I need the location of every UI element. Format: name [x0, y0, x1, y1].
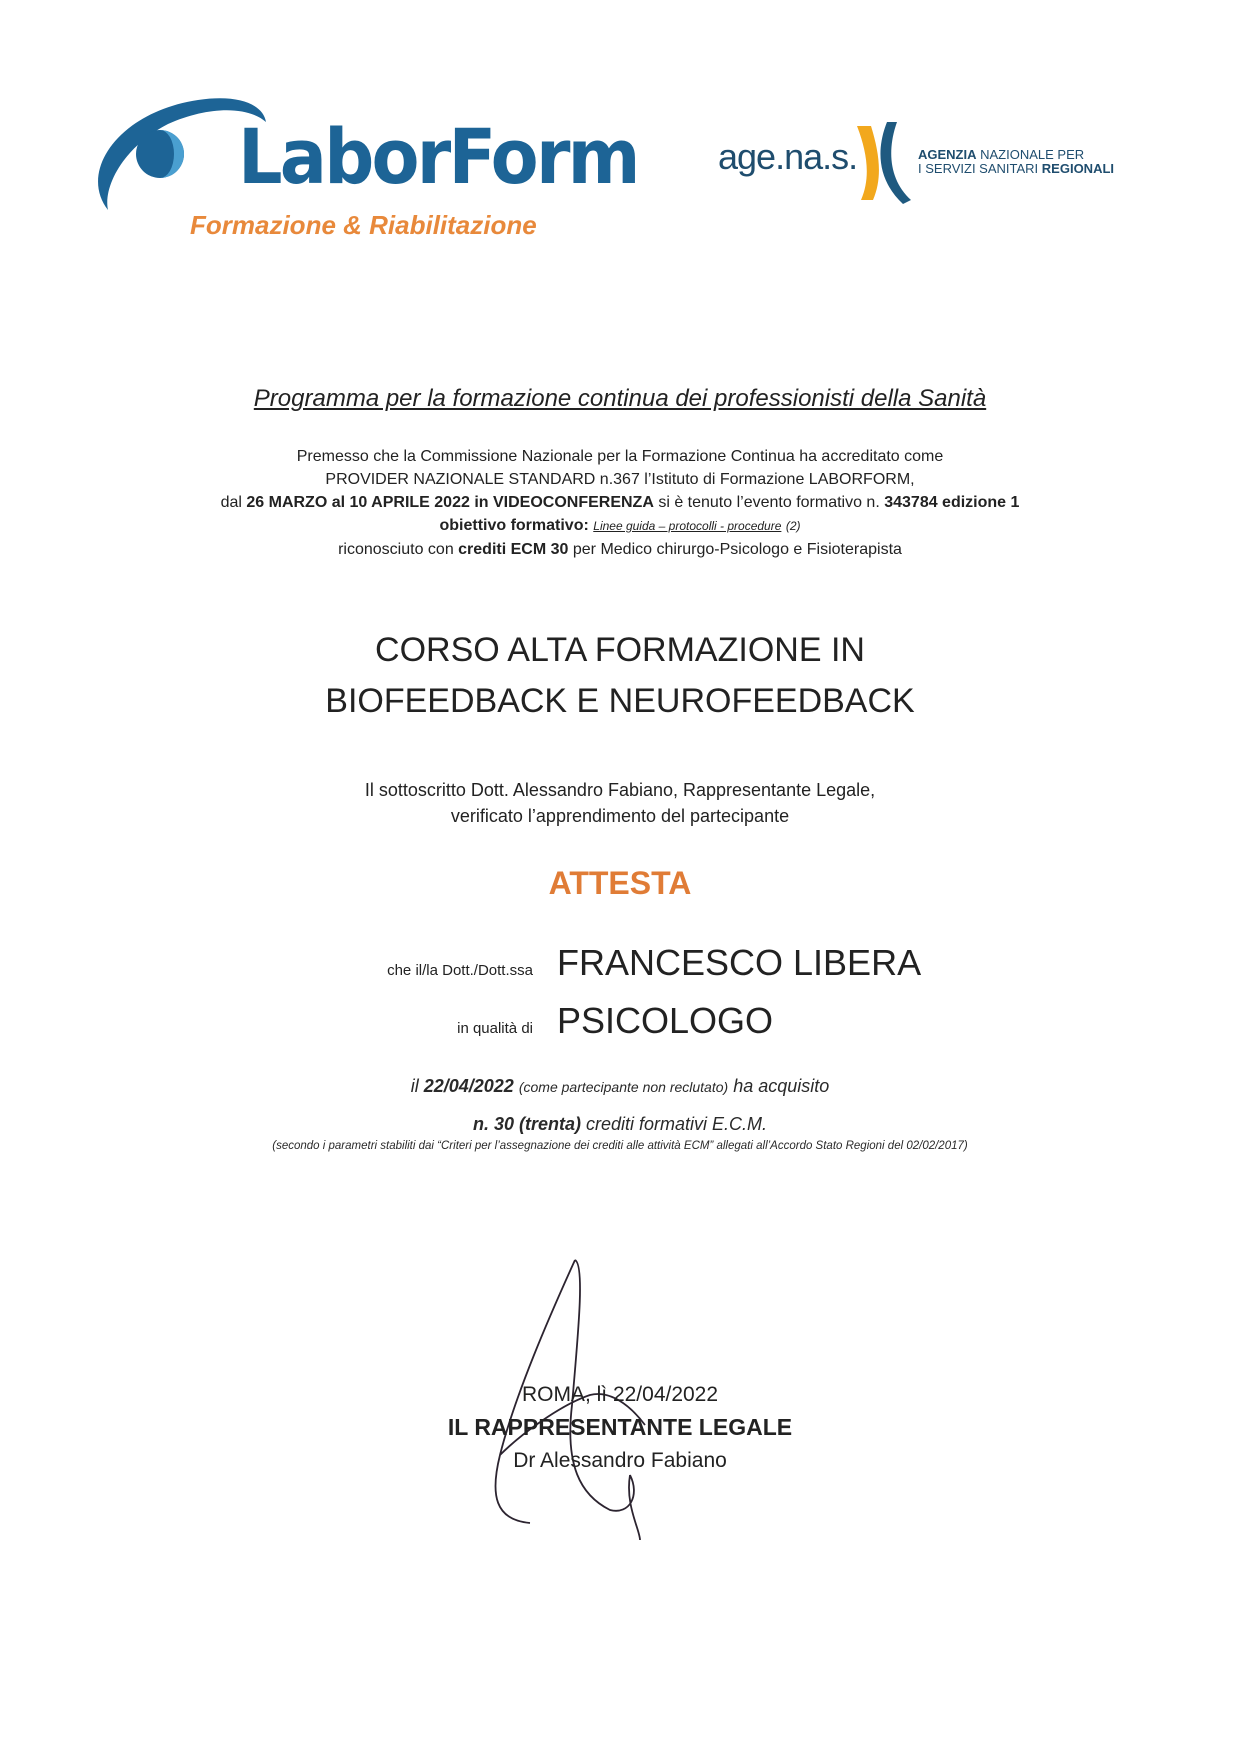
intro-line-1: Premesso che la Commissione Nazionale per la Formazione Continua ha accreditato come: [296, 448, 944, 465]
declaration: [0, 777, 1240, 829]
acquisition-text: ha acquisito: [728, 1076, 830, 1096]
intro-text: riconosciuto con: [338, 541, 459, 558]
agenas-subtitle: [918, 148, 1114, 176]
acquisition-line: [0, 1076, 1240, 1097]
event-number: 343784 edizione 1: [884, 494, 1020, 511]
event-dates: 26 MARZO al 10 APRILE 2022 in VIDEOCONFERENZA: [246, 494, 654, 511]
criteria-note: (secondo i parametri stabiliti dai “Criteri per l’assegnazione dei crediti alle attività ECM” allegati all’Accordo Stato Regioni del 02/02/2017): [272, 1140, 968, 1152]
credits-line: [0, 1114, 1240, 1135]
ecm-credits: crediti ECM 30: [458, 541, 569, 558]
intro-text: dal: [220, 494, 247, 511]
agenas-logo: [718, 118, 1138, 208]
intro-line-4: [0, 514, 1240, 538]
agenas-line1-bold: AGENZIA: [918, 147, 977, 162]
declaration-line-1: Il sottoscritto Dott. Alessandro Fabiano, Rappresentante Legale,: [364, 780, 876, 800]
agenas-line1-rest: NAZIONALE PER: [980, 147, 1085, 162]
agenas-line2-rest: I SERVIZI SANITARI: [918, 161, 1039, 176]
declaration-line-2: verificato l’apprendimento del partecipante: [450, 806, 790, 826]
intro-text: si è tenuto l’evento formativo n.: [653, 494, 885, 511]
participant-name: FRANCESCO LIBERA: [557, 942, 922, 983]
name-label: che il/la Dott./Dott.ssa: [387, 962, 533, 979]
intro-text: per Medico chirurgo-Psicologo e Fisioterapista: [568, 541, 902, 558]
acquisition-note: (come partecipante non reclutato): [518, 1079, 729, 1095]
acquisition-date: 22/04/2022: [423, 1076, 514, 1096]
course-title-line-2: BIOFEEDBACK E NEUROFEEDBACK: [325, 682, 915, 720]
laborform-logo: [88, 92, 638, 252]
intro-paragraph: [0, 445, 1240, 561]
objective-code: (2): [785, 519, 801, 533]
intro-line-3: [0, 491, 1240, 514]
participant-role: PSICOLOGO: [557, 1000, 774, 1041]
agenas-x-icon: [853, 122, 923, 204]
intro-line-5: [0, 538, 1240, 561]
course-title-line-1: CORSO ALTA FORMAZIONE IN: [375, 631, 865, 669]
objective-label: obiettivo formativo:: [439, 517, 589, 534]
acquisition-text: il: [410, 1076, 424, 1096]
signature-role: IL RAPPRESENTANTE LEGALE: [447, 1414, 793, 1440]
signature-name: Dr Alessandro Fabiano: [513, 1449, 727, 1472]
program-title: Programma per la formazione continua dei professionisti della Sanità: [253, 385, 987, 412]
agenas-wordmark: age.na.s.: [718, 136, 858, 177]
signature-block: [0, 1378, 1240, 1477]
role-label: in qualità di: [457, 1020, 533, 1037]
objective-value: Linee guida – protocolli - procedure: [593, 519, 782, 533]
course-title: [0, 625, 1240, 727]
signature-place-date: ROMA, lì 22/04/2022: [521, 1383, 719, 1406]
agenas-line2-bold: REGIONALI: [1041, 161, 1115, 176]
attesta-heading: ATTESTA: [548, 865, 692, 901]
intro-line-2: PROVIDER NAZIONALE STANDARD n.367 l’Istituto di Formazione LABORFORM,: [325, 471, 915, 488]
credits-text: crediti formativi E.C.M.: [581, 1114, 768, 1134]
laborform-tagline: Formazione & Riabilitazione: [190, 210, 537, 240]
laborform-wordmark: LaborForm: [238, 112, 638, 201]
credits-count: n. 30 (trenta): [472, 1114, 581, 1134]
